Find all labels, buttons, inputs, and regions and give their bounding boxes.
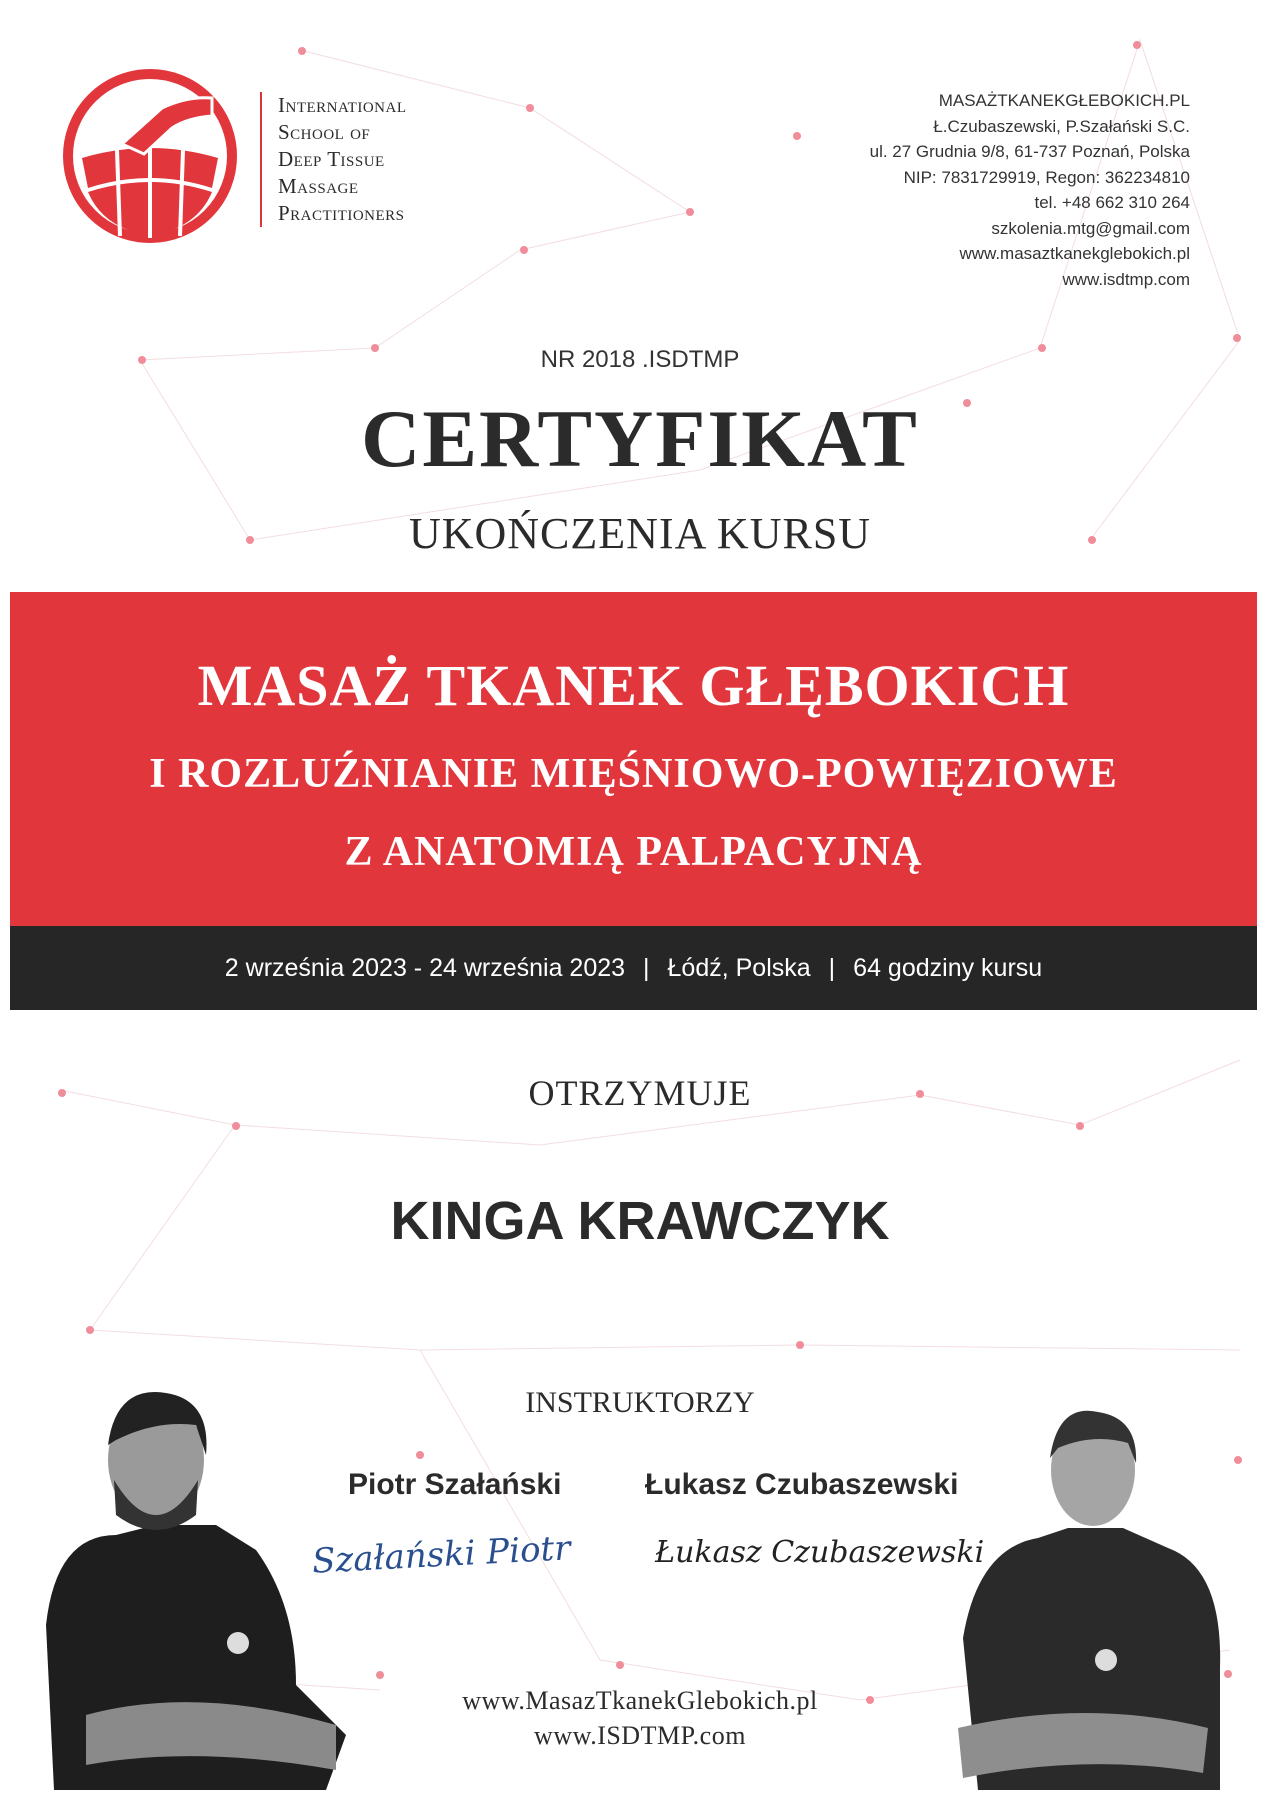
contact-website: www.masaztkanekglebokich.pl xyxy=(959,244,1190,263)
contact-domain: MASAŻTKANEKGŁEBOKICH.PL xyxy=(938,91,1190,110)
instructor-name: Piotr Szałański xyxy=(348,1468,562,1501)
instructors-label: INSTRUKTORZY xyxy=(525,1386,755,1419)
recipient-label: OTRZYMUJE xyxy=(528,1073,752,1113)
school-name xyxy=(260,92,406,227)
contact-company: Ł.Czubaszewski, P.Szałański S.C. xyxy=(933,116,1190,136)
course-title-line: I ROZLUŹNIANIE MIĘŚNIOWO-POWIĘZIOWE xyxy=(149,751,1118,797)
instructor-name: Łukasz Czubaszewski xyxy=(645,1468,959,1501)
certificate-number: NR 2018 .ISDTMP xyxy=(540,346,740,373)
contact-block xyxy=(870,88,1190,292)
course-hours: 64 godziny kursu xyxy=(853,953,1043,982)
course-details-band xyxy=(10,926,1257,1010)
school-name-line: Practitioners xyxy=(278,201,405,225)
instructor-photo-left xyxy=(46,1385,346,1790)
separator: | xyxy=(643,953,650,982)
course-location: Łódź, Polska xyxy=(667,953,811,982)
contact-tax-ids: NIP: 7831729919, Regon: 362234810 xyxy=(903,167,1190,187)
instructor-signature: Łukasz Czubaszewski xyxy=(655,1535,985,1570)
footer-url: www.ISDTMP.com xyxy=(534,1721,746,1750)
course-title-line: Z ANATOMIĄ PALPACYJNĄ xyxy=(344,829,923,875)
contact-address: ul. 27 Grudnia 9/8, 61-737 Poznań, Polska xyxy=(869,142,1190,161)
separator: | xyxy=(828,953,836,982)
school-name-line: International xyxy=(278,93,407,117)
contact-email: szkolenia.mtg@gmail.com xyxy=(991,218,1190,238)
school-name-line: School of xyxy=(278,120,371,144)
footer-url: www.MasazTkanekGlebokich.pl xyxy=(462,1686,818,1715)
instructor-photo-right xyxy=(958,1408,1228,1790)
course-title-line: MASAŻ TKANEK GŁĘBOKICH xyxy=(197,653,1070,718)
school-name-line: Massage xyxy=(278,174,359,198)
contact-website: www.isdtmp.com xyxy=(1062,269,1190,289)
school-logo-icon xyxy=(62,68,238,244)
certificate-title: CERTYFIKAT xyxy=(361,393,919,484)
contact-phone: tel. +48 662 310 264 xyxy=(1034,193,1190,212)
recipient-name: KINGA KRAWCZYK xyxy=(390,1191,890,1251)
certificate-subtitle: UKOŃCZENIA KURSU xyxy=(408,509,872,558)
course-dates: 2 września 2023 - 24 września 2023 xyxy=(224,953,626,982)
instructor-signature: Szałański Piotr xyxy=(311,1528,572,1582)
school-name-line: Deep Tissue xyxy=(278,147,385,171)
